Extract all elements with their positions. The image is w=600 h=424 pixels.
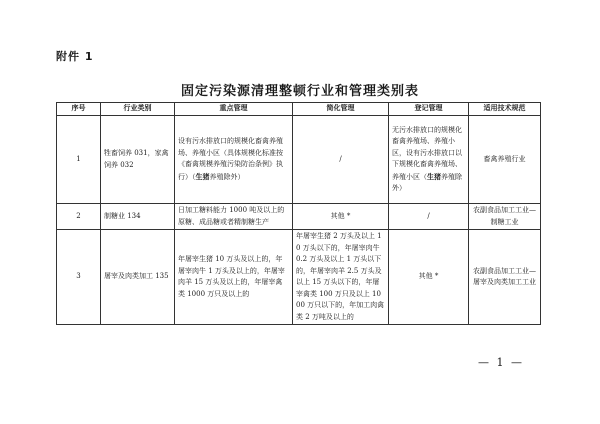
row-registration-management: /: [389, 204, 469, 230]
row-simplified-management: 其他 *: [293, 204, 389, 230]
key-text-pre: 设有污水排放口的规模化畜禽养殖场、养殖小区（具体规模化标准按《畜禽规模养殖污染防治条例》执行）（: [178, 137, 283, 181]
column-header-industry: 行业类别: [101, 103, 175, 116]
table-header-row: [57, 103, 541, 116]
column-header-simplified-management: 简化管理: [293, 103, 389, 116]
column-header-index: 序号: [57, 103, 101, 116]
management-category-table: [56, 102, 541, 325]
table-row: [57, 116, 541, 204]
column-header-technical-spec: 适用技术规范: [469, 103, 541, 116]
row-registration-management: [389, 116, 469, 204]
row-technical-spec: 农副食品加工工业—屠宰及肉类加工工业: [469, 230, 541, 325]
page-number: — 1 —: [478, 356, 524, 369]
register-text-bold: 生猪: [427, 171, 441, 181]
row-technical-spec: 畜禽养殖行业: [469, 116, 541, 204]
row-key-management: [175, 116, 293, 204]
row-industry: 制糖业 134: [101, 204, 175, 230]
row-industry: 屠宰及肉类加工 135: [101, 230, 175, 325]
row-simplified-management: /: [293, 116, 389, 204]
attachment-label: 附件 1: [56, 50, 94, 63]
row-index: 2: [57, 204, 101, 230]
row-technical-spec: 农副食品加工工业—制糖工业: [469, 204, 541, 230]
table-row: [57, 230, 541, 325]
column-header-key-management: 重点管理: [175, 103, 293, 116]
row-registration-management: 其他 *: [389, 230, 469, 325]
key-text-bold: 生猪: [195, 171, 210, 181]
document-title: 固定污染源清理整顿行业和管理类别表: [180, 84, 419, 99]
register-text-pre: 无污水排放口的规模化畜禽养殖场、养殖小区，设有污水排放口以下规模化畜禽养殖场、养殖小区（: [392, 125, 462, 181]
table-row: [57, 204, 541, 230]
row-industry: 牲畜饲养 031，家禽饲养 032: [101, 116, 175, 204]
row-simplified-management: 年屠宰生猪 2 万头及以上 10 万头以下的，年屠宰肉牛 0.2 万头及以上 1 万头以下的，年屠宰肉羊 2.5 万头及以上 15 万头以下的，年屠宰禽类 100 万只及以上 1000 万只以下的，年加工肉禽类 2 万吨及以上的: [293, 230, 389, 325]
register-text-post: 养殖除外）: [392, 172, 462, 192]
row-key-management: 日加工糖料能力 1000 吨及以上的原糖、成品糖或者精制糖生产: [175, 204, 293, 230]
row-key-management: 年屠宰生猪 10 万头及以上的，年屠宰肉牛 1 万头及以上的，年屠宰肉羊 15 万头及以上的，年屠宰禽类 1000 万只及以上的: [175, 230, 293, 325]
key-text-post: 养殖除外）: [209, 172, 245, 181]
row-index: 1: [57, 116, 101, 204]
column-header-registration-management: 登记管理: [389, 103, 469, 116]
row-index: 3: [57, 230, 101, 325]
